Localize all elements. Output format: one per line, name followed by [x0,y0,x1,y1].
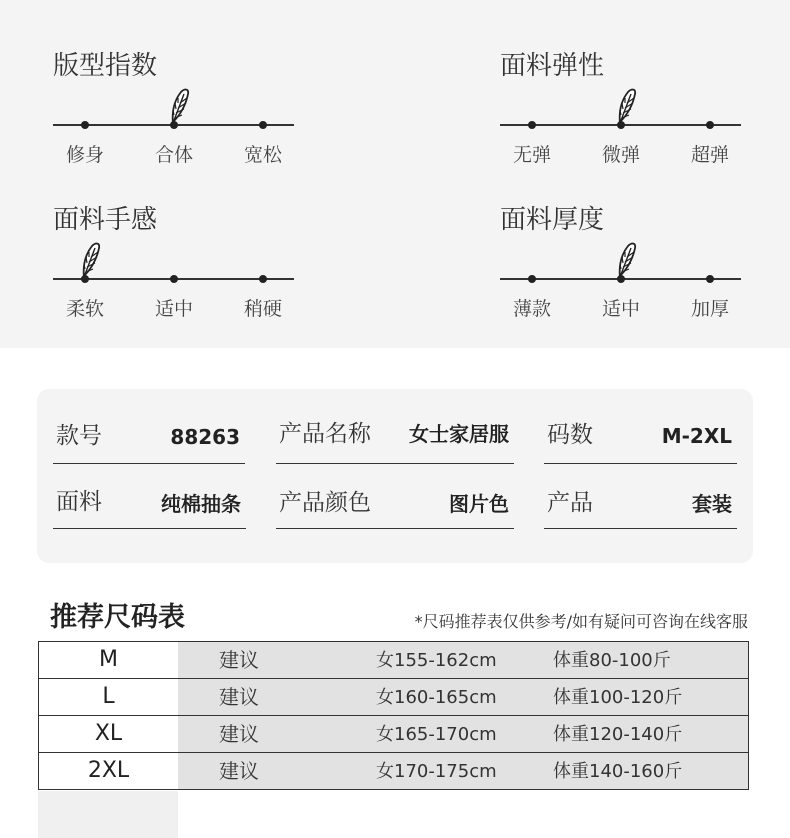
height-cell: 女165-170cm [376,724,497,745]
info-key: 面料 [56,489,102,515]
feather-icon [163,88,191,124]
index-title: 面料弹性 [500,51,605,81]
index-dot [81,121,89,129]
size-cell: 2XL [39,753,178,789]
index-elasticity [500,48,745,188]
index-option: 超弹 [690,144,729,166]
index-option: 适中 [154,298,193,320]
fit-index-panel [0,0,790,348]
index-dot [706,121,714,129]
feather-icon [610,88,638,124]
info-key: 产品颜色 [279,490,371,516]
index-option: 加厚 [690,298,729,320]
index-option: 修身 [65,144,104,166]
index-option: 无弹 [512,144,551,166]
info-value: M-2XL [661,424,732,448]
index-option: 薄款 [512,298,551,320]
size-cell: L [39,679,178,715]
table-row [38,716,749,753]
height-cell: 女160-165cm [376,687,497,708]
weight-cell: 体重80-100斤 [553,650,671,671]
info-value: 图片色 [449,492,509,516]
advice-cell: 建议 [219,722,259,746]
size-chart-table [38,641,749,790]
feather-icon [610,242,638,278]
index-title: 面料手感 [53,205,158,235]
info-value: 纯棉抽条 [161,492,241,516]
info-value: 女士家居服 [409,422,509,446]
index-hand-feel [53,202,298,342]
table-row [38,679,749,716]
advice-cell: 建议 [219,685,259,709]
size-cell: XL [39,716,178,752]
advice-cell: 建议 [219,759,259,783]
info-item-product-name [276,417,514,464]
index-option: 合体 [154,144,193,166]
info-key: 款号 [56,423,102,449]
info-key: 产品 [547,490,593,516]
table-footer-tab [38,791,178,838]
height-cell: 女155-162cm [376,650,497,671]
info-item-color [276,483,514,529]
size-cell: M [39,642,178,678]
index-dot [528,121,536,129]
product-info-card [37,389,753,563]
info-value: 套装 [692,492,732,516]
index-option: 稍硬 [243,298,282,320]
info-value: 88263 [170,425,240,449]
size-chart-title: 推荐尺码表 [50,602,185,633]
table-row [38,642,749,679]
index-fit [53,48,298,188]
index-dot [706,275,714,283]
index-option: 适中 [601,298,640,320]
index-thickness [500,202,745,342]
index-dot [259,275,267,283]
weight-cell: 体重140-160斤 [553,761,683,782]
index-option: 柔软 [65,298,104,320]
advice-cell: 建议 [219,648,259,672]
weight-cell: 体重100-120斤 [553,687,683,708]
info-item-sizes [544,417,737,464]
info-key: 产品名称 [279,421,371,447]
index-option: 宽松 [243,144,282,166]
info-key: 码数 [547,422,593,448]
index-title: 版型指数 [53,51,158,81]
index-dot [259,121,267,129]
size-chart-note: *尺码推荐表仅供参考/如有疑问可咨询在线客服 [414,612,748,631]
info-item-product [544,483,737,529]
feather-icon [74,242,102,278]
weight-cell: 体重120-140斤 [553,724,683,745]
info-item-fabric [53,483,246,529]
info-item-style-no [53,417,245,464]
index-dot [170,275,178,283]
table-row [38,753,749,790]
index-dot [528,275,536,283]
height-cell: 女170-175cm [376,761,497,782]
index-title: 面料厚度 [500,205,605,235]
index-option: 微弹 [601,144,640,166]
